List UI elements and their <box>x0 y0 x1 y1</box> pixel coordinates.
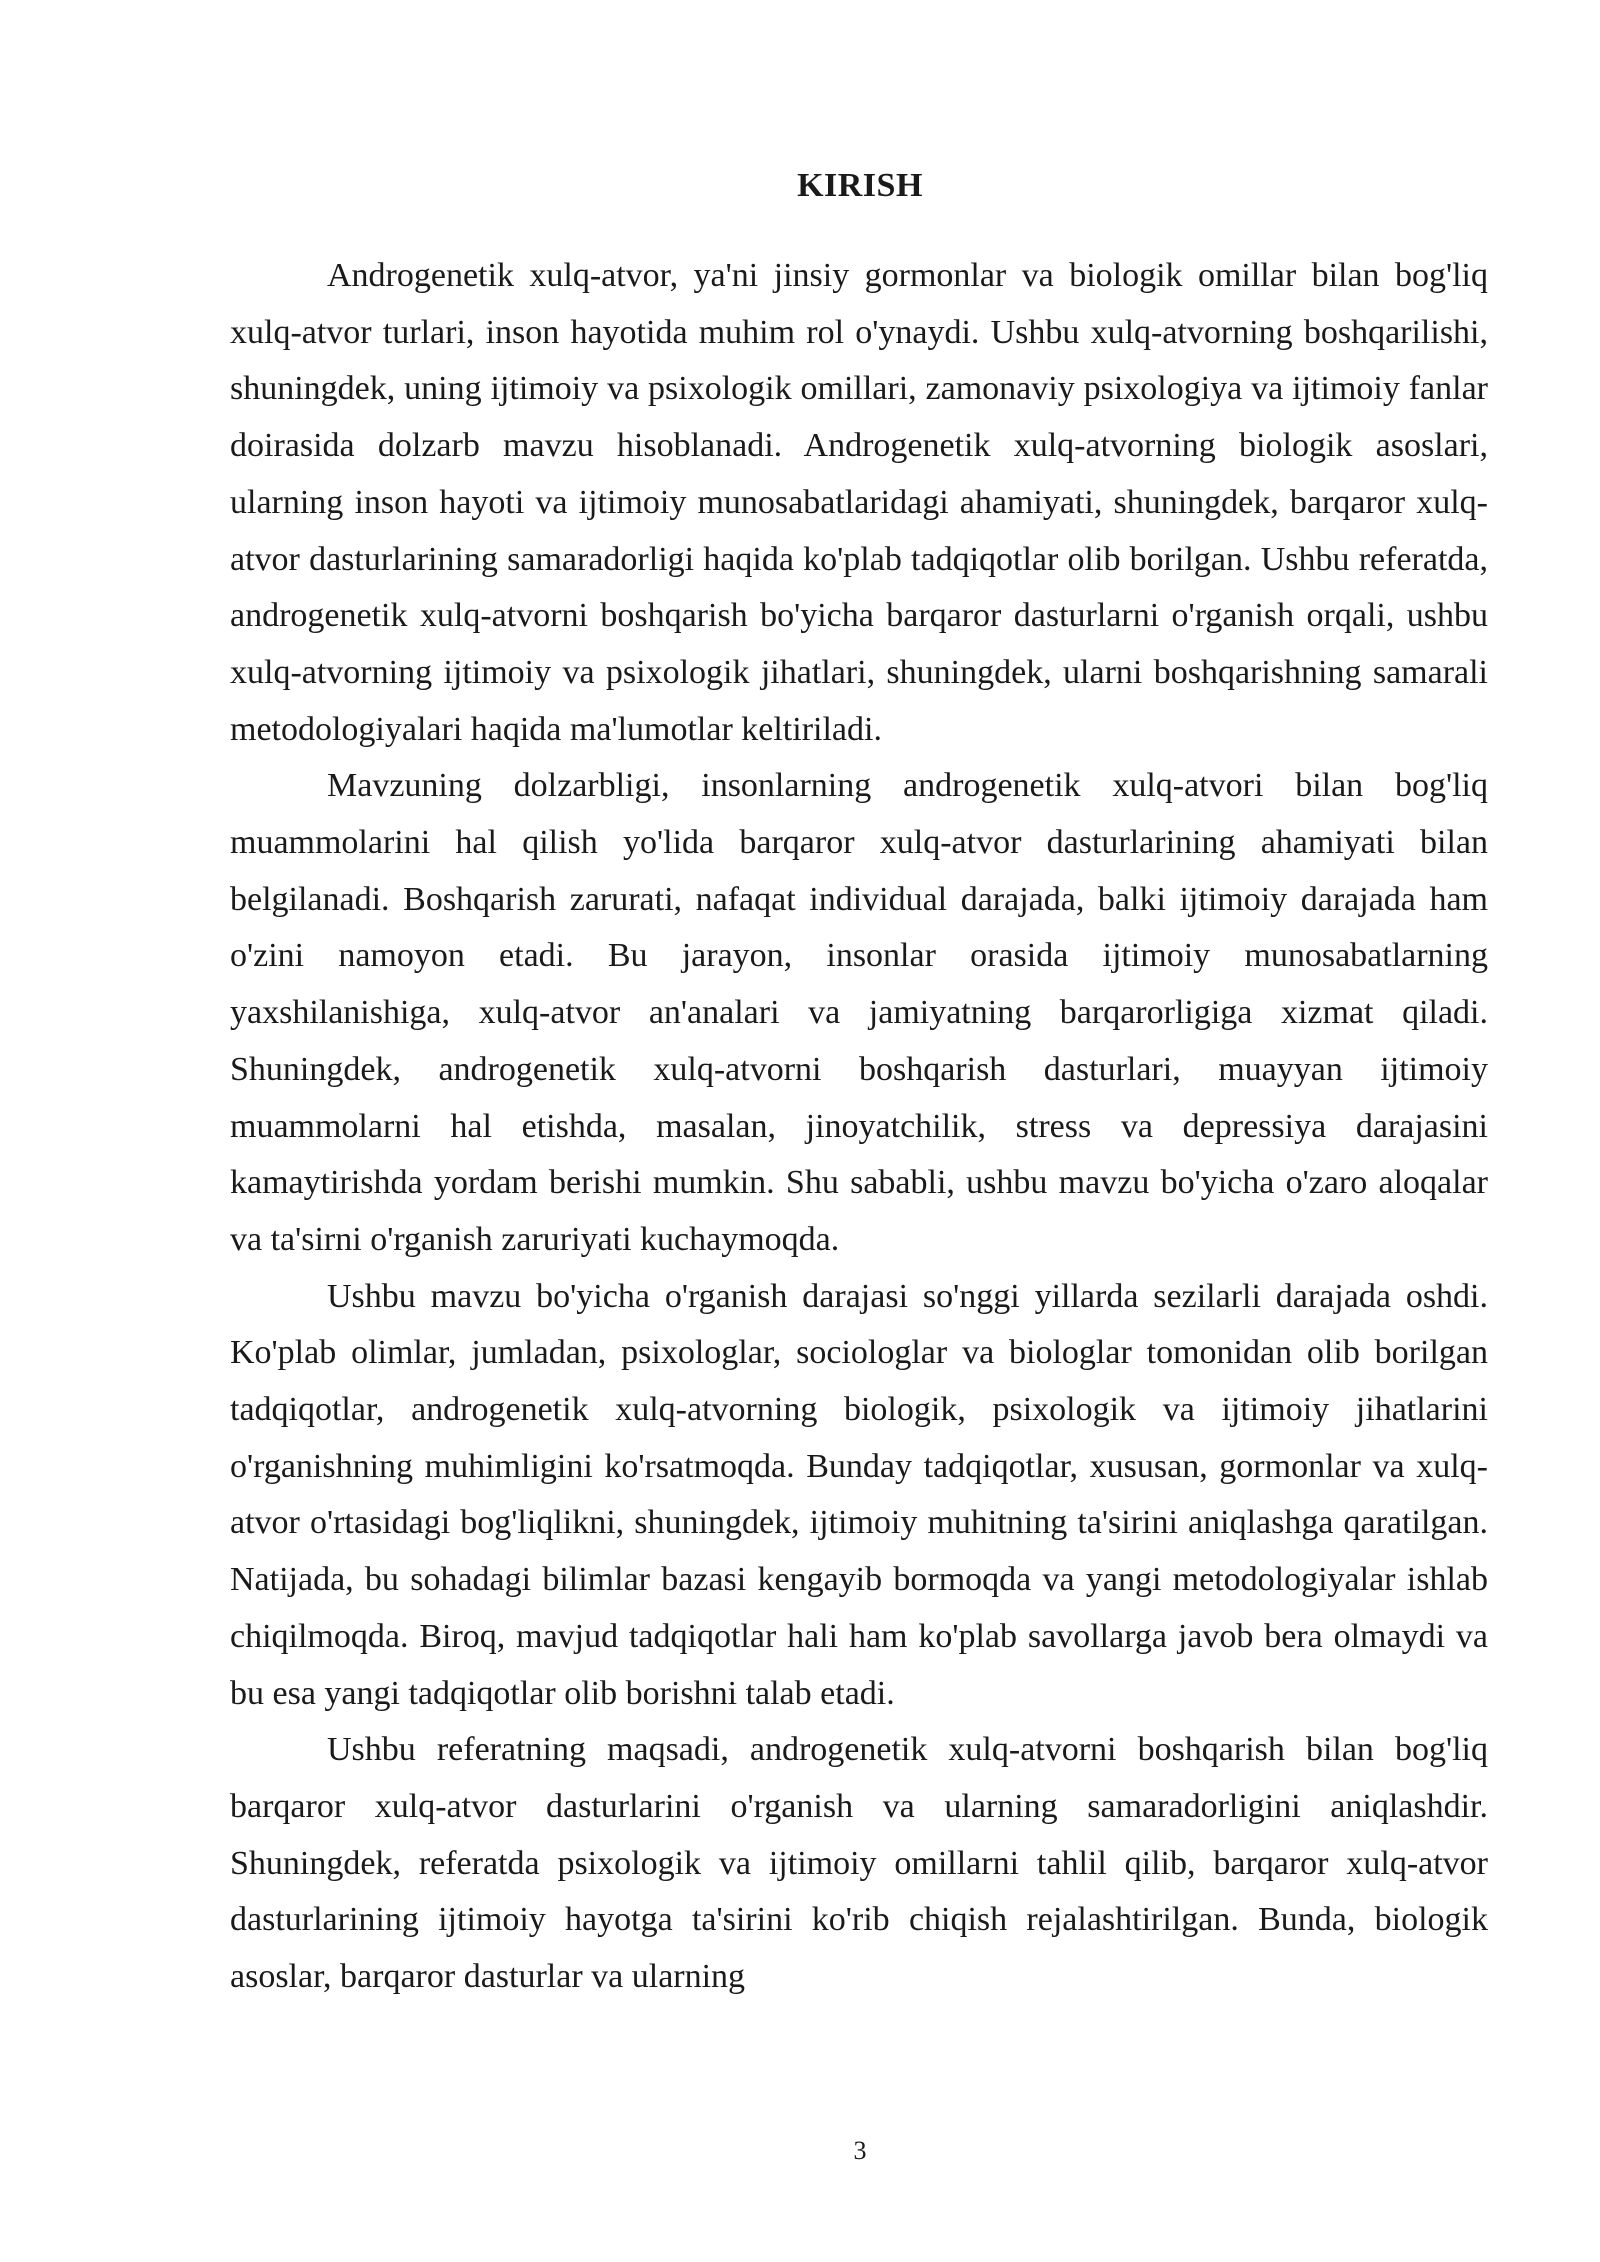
paragraph-relevance: Mavzuning dolzarbligi, insonlarning androgenetik xulq-atvori bilan bog'liq muammolarini hal qilish yo'lida barqaror xulq-atvor dasturlarining ahamiyati bilan belgilanadi. Boshqarish zarurati, nafaqat individual darajada, balki ijtimoiy darajada ham o'zini namoyon etadi. Bu jarayon, insonlar orasida ijtimoiy munosabatlarning yaxshilanishiga, xulq-atvor an'analari va jamiyatning barqarorligiga xizmat qiladi. Shuningdek, androgenetik xulq-atvorni boshqarish dasturlari, muayyan ijtimoiy muammolarni hal etishda, masalan, jinoyatchilik, stress va depressiya darajasini kamaytirishda yordam berishi mumkin. Shu sababli, ushbu mavzu bo'yicha o'zaro aloqalar va ta'sirni o'rganish zaruriyati kuchaymoqda. <box>230 767 1488 1258</box>
paragraph-introduction: Androgenetik xulq-atvor, ya'ni jinsiy gormonlar va biologik omillar bilan bog'liq xulq-atvor turlari, inson hayotida muhim rol o'ynaydi. Ushbu xulq-atvorning boshqarilishi, shuningdek, uning ijtimoiy va psixologik omillari, zamonaviy psixologiya va ijtimoiy fanlar doirasida dolzarb mavzu hisoblanadi. Androgenetik xulq-atvorning biologik asoslari, ularning inson hayoti va ijtimoiy munosabatlaridagi ahamiyati, shuningdek, barqaror xulq-atvor dasturlarining samaradorligi haqida ko'plab tadqiqotlar olib borilgan. Ushbu referatda, androgenetik xulq-atvorni boshqarish bo'yicha barqaror dasturlarni o'rganish orqali, ushbu xulq-atvorning ijtimoiy va psixologik jihatlari, shuningdek, ularni boshqarishning samarali metodologiyalari haqida ma'lumotlar keltiriladi. <box>230 257 1488 748</box>
body-text <box>230 248 1488 2006</box>
paragraph-goal: Ushbu referatning maqsadi, androgenetik xulq-atvorni boshqarish bilan bog'liq barqaror xulq-atvor dasturlarini o'rganish va ularning samaradorligini aniqlashdir. Shuningdek, referatda psixologik va ijtimoiy omillarni tahlil qilib, barqaror xulq-atvor dasturlarining ijtimoiy hayotga ta'sirini ko'rib chiqish rejalashtirilgan. Bunda, biologik asoslar, barqaror dasturlar va ularning <box>230 1731 1488 1996</box>
page-number: 3 <box>853 2136 867 2165</box>
paragraph-study-level: Ushbu mavzu bo'yicha o'rganish darajasi so'nggi yillarda sezilarli darajada oshdi. Ko'plab olimlar, jumladan, psixologlar, sociologlar va biologlar tomonidan olib borilgan tadqiqotlar, androgenetik xulq-atvorning biologik, psixologik va ijtimoiy jihatlarini o'rganishning muhimligini ko'rsatmoqda. Bunday tadqiqotlar, xususan, gormonlar va xulq-atvor o'rtasidagi bog'liqlikni, shuningdek, ijtimoiy muhitning ta'sirini aniqlashga qaratilgan. Natijada, bu sohadagi bilimlar bazasi kengayib bormoqda va yangi metodologiyalar ishlab chiqilmoqda. Biroq, mavjud tadqiqotlar hali ham ko'plab savollarga javob bera olmaydi va bu esa yangi tadqiqotlar olib borishni talab etadi. <box>230 1277 1488 1712</box>
page-title: KIRISH <box>797 167 923 204</box>
